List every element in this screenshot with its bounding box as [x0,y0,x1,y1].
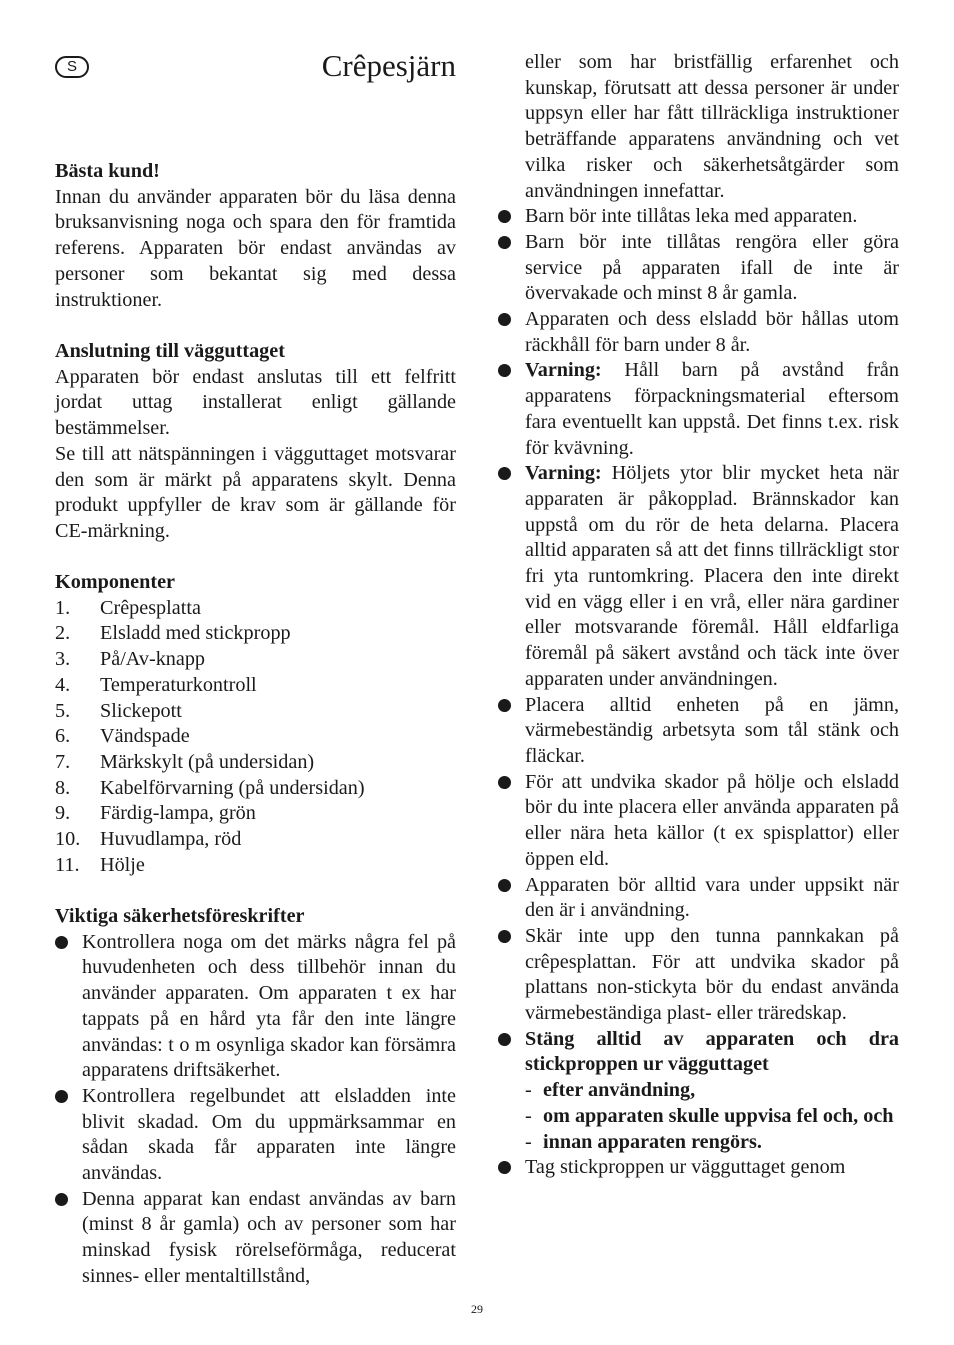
bullet-icon [498,1161,511,1174]
bullet-icon [498,930,511,943]
safety-list-right [498,204,899,1181]
components-heading: Komponenter [55,571,175,593]
list-item: Apparaten bör alltid vara under uppsikt när den är i användning. [498,873,899,924]
safety-heading: Viktiga säkerhetsföreskrifter [55,905,305,927]
bullet-icon [498,879,511,892]
components-list [55,596,456,879]
list-item: 4. Temperaturkontroll [55,673,257,696]
warning-label: Varning: [525,359,602,382]
bullet-icon [498,210,511,223]
bullet-icon [498,467,511,480]
list-item: För att undvika skador på hölje och elsladd bör du inte placera eller använda apparaten på eller nära heta källor (t ex spisplattor) eller öppen eld. [498,770,899,873]
list-item: 5. Slickepott [55,699,182,722]
list-item: Barn bör inte tillåtas rengöra eller göra service på apparaten ifall de inte är övervakade och minst 8 år gamla. [498,230,899,307]
bullet-icon [55,936,68,949]
list-item: 11. Hölje [55,853,145,876]
continuation-text: eller som har bristfällig erfarenhet och kunskap, förutsatt att dessa personer är under uppsyn eller har fått tillräckliga instruktioner beträffande apparatens användning och vet vilka risker och säkerhetsåtgärder som användningen innefattar. [525,51,899,202]
warning-label: Varning: [525,462,602,485]
list-item: 3. På/Av-knapp [55,648,206,671]
bullet-icon [498,313,511,326]
bullet-icon [498,1033,511,1046]
intro-text: Innan du använder apparaten bör du läsa denna bruksanvisning noga och spara den för framtida referens. Apparaten bör endast användas av personer som bekantat sig med dessa instruktioner. [55,185,456,311]
list-item: 2. Elsladd med stickpropp [55,622,291,645]
bullet-icon [498,699,511,712]
intro-heading: Bästa kund! [55,160,160,182]
right-content [498,50,899,1181]
list-item: Skär inte upp den tunna pannkakan på crêpesplattan. För att undvika skador på plattans non-stickyta bör du endast använda värmebeständiga plast- eller träredskap. [498,924,899,1027]
list-item: 1. Crêpesplatta [55,596,201,619]
list-item: Varning: Håll barn på avstånd från apparatens förpackningsmaterial eftersom fara eventuellt kan uppstå. Det finns t.ex. risk för kvävning. [498,358,899,461]
list-item: Barn bör inte tillåtas leka med apparaten. [498,204,899,230]
list-item: 8. Kabelförvarning (på undersidan) [55,776,365,799]
list-item: - om apparaten skulle uppvisa fel och, och [525,1104,894,1127]
list-item: - innan apparaten rengörs. [525,1130,762,1153]
list-item: 6. Vändspade [55,725,190,748]
bullet-icon [498,776,511,789]
list-item: 10. Huvudlampa, röd [55,828,242,851]
list-item: Kontrollera noga om det märks några fel på huvudenheten och dess tillbehör innan du använder apparaten. Om apparaten t ex har tappats på en hård yta får den inte längre användas: t o m osynliga skador kan försämra apparatens driftsäkerhet. [55,930,456,1084]
list-item: Tag stickproppen ur vägguttaget genom [498,1155,899,1181]
safety-section [55,904,456,1290]
connection-para-1: Apparaten bör endast anslutas till ett felfritt jordat uttag installerat enligt gällande bestämmelser. [55,365,456,440]
list-item: Apparaten och dess elsladd bör hållas utom räckhåll för barn under 8 år. [498,307,899,358]
page-title: Crêpesjärn [321,48,456,83]
bullet-icon [55,1090,68,1103]
language-badge: S [55,56,89,78]
list-item: Kontrollera regelbundet att elsladden inte blivit skadad. Om du uppmärksammar en sådan skada får apparaten inte längre användas. [55,1084,456,1187]
unplug-sublist [525,1078,899,1155]
intro-section [55,159,456,313]
connection-heading: Anslutning till vägguttaget [55,340,285,362]
unplug-instruction: Stäng alltid av apparaten och dra stickproppen ur vägguttaget [525,1027,899,1076]
bullet-icon [498,236,511,249]
bullet-icon [498,364,511,377]
list-item: - efter användning, [525,1079,696,1102]
connection-section [55,339,456,545]
list-item [498,1027,899,1156]
connection-para-2: Se till att nätspänningen i vägguttaget motsvarar den som är märkt på apparatens skylt. Denna produkt uppfyller de krav som är gällande för CE-märkning. [55,442,456,542]
bullet-icon [55,1193,68,1206]
list-item: 9. Färdig-lampa, grön [55,802,256,825]
list-item: Varning: Höljets ytor blir mycket heta när apparaten är påkopplad. Brännskador kan uppstå om du rör de heta delarna. Placera alltid apparaten så att det finns tillräckligt stor fri yta runtomkring. Placera den inte direkt vid en vägg eller i en vrå, eller nära gardiner eller motsvarande föremål. Håll eldfarliga föremål på säkert avstånd och täck inte över apparaten under användningen. [498,461,899,692]
components-section [55,570,456,878]
list-item: Denna apparat kan endast användas av barn (minst 8 år gamla) och av personer som har minskad fysisk rörelseförmåga, reducerat sinnes- eller mentaltillstånd, [55,1187,456,1290]
safety-list-left [55,930,456,1290]
list-item: Placera alltid enheten på en jämn, värmebeständig arbetsyta som tål stänk och fläckar. [498,693,899,770]
page-number: 29 [471,1302,483,1316]
list-item: 7. Märkskylt (på undersidan) [55,750,315,773]
